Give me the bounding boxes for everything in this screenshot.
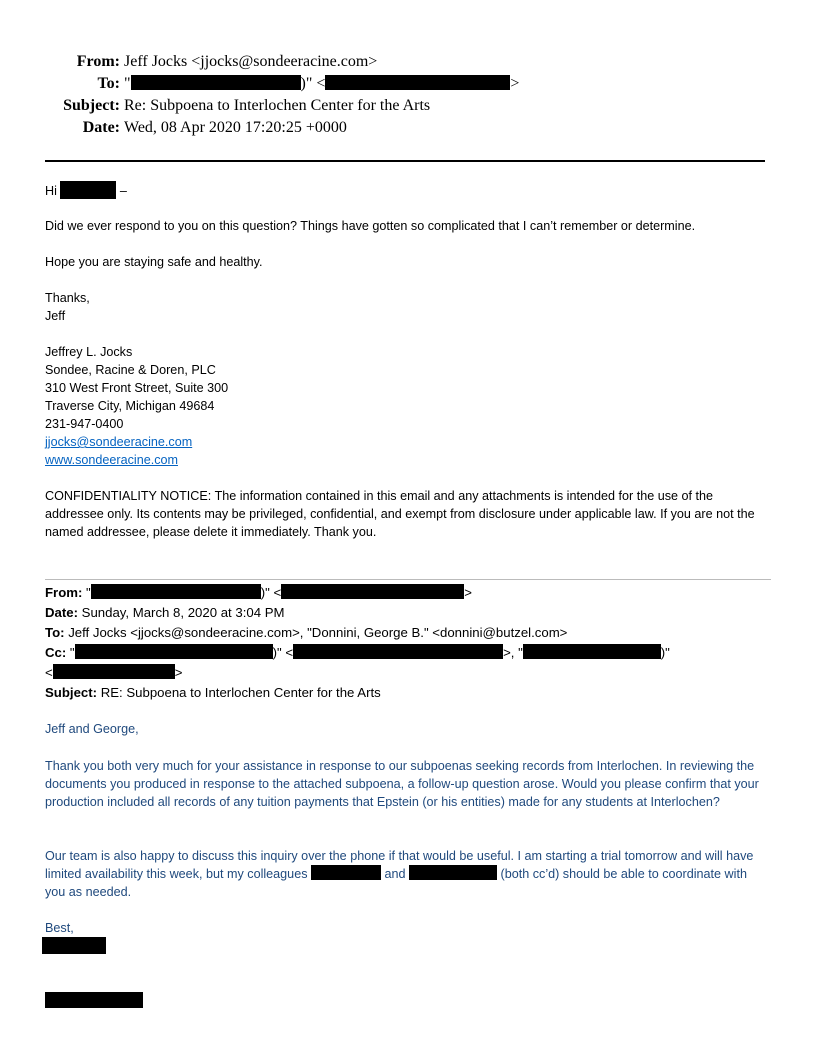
confidentiality-notice: CONFIDENTIALITY NOTICE: The information contained in this email and any attachments is intended for the use of the addressee only. Its contents may be privileged, confidential, and exempt from disclosure under applicable law. If you are not the named addressee, please delete it immediately. Thank you. — [45, 489, 755, 539]
divider — [45, 579, 771, 580]
quoted-from: From: " )" < > — [45, 585, 472, 600]
reply-paragraph: Hope you are staying safe and healthy. — [45, 255, 263, 269]
quoted-cc-cont: < > — [45, 665, 183, 680]
quoted-closing: Best, — [45, 921, 74, 935]
header-from: From: Jeff Jocks <jjocks@sondeeracine.com> — [76, 53, 378, 70]
redaction — [42, 937, 106, 954]
redaction — [45, 992, 143, 1008]
redaction — [293, 644, 503, 659]
greeting: Hi – — [45, 181, 775, 200]
redaction — [91, 584, 261, 599]
email-link[interactable]: jjocks@sondeeracine.com — [45, 435, 193, 449]
header-subject: Subject: Re: Subpoena to Interlochen Center for the Arts — [63, 97, 431, 114]
quoted-greeting: Jeff and George, — [45, 722, 139, 736]
redaction — [281, 584, 464, 599]
redaction — [409, 865, 497, 880]
quoted-paragraph: Our team is also happy to discuss this inquiry over the phone if that would be useful. I am starting a trial tomorrow and will have limited availability this week, but my colleagues and (both cc’d) should be able to coordinate with you as needed. — [45, 849, 754, 899]
quoted-date: Date: Sunday, March 8, 2020 at 3:04 PM — [45, 605, 285, 620]
header-date: Date: Wed, 08 Apr 2020 17:20:25 +0000 — [82, 119, 347, 136]
sender-name: Jeff — [45, 309, 66, 323]
signature: Jeffrey L. Jocks Sondee, Racine & Doren, PLC 310 West Front Street, Suite 300 Traverse City, Michigan 49684 231-947-0400 jjocks@sondeeracine.com www.sondeeracine.com — [45, 345, 229, 467]
redaction — [75, 644, 273, 659]
redaction — [311, 865, 381, 880]
quoted-paragraph: Thank you both very much for your assistance in response to our subpoenas seeking records from Interlochen. In reviewing the documents you produced in response to the attached subpoena, a follow-up question arose. Would you please confirm that your production included all records of any tuition payments that Epstein (or his entities) made for any students at Interlochen? — [45, 759, 759, 809]
redaction — [131, 75, 301, 90]
redaction — [523, 644, 661, 659]
quoted-cc: Cc: " )" < >, " )" — [45, 645, 670, 660]
quoted-subject: Subject: RE: Subpoena to Interlochen Center for the Arts — [45, 685, 381, 700]
website-link[interactable]: www.sondeeracine.com — [45, 453, 178, 467]
header-to: To: " )" < > — [97, 75, 520, 92]
quoted-to: To: Jeff Jocks <jjocks@sondeeracine.com>, "Donnini, George B." <donnini@butzel.com> — [45, 625, 568, 640]
redaction — [60, 181, 116, 199]
divider — [45, 160, 765, 162]
closing: Thanks, — [45, 291, 90, 305]
redaction — [325, 75, 510, 90]
redaction — [53, 664, 175, 679]
reply-paragraph: Did we ever respond to you on this question? Things have gotten so complicated that I can’t remember or determine. — [45, 219, 696, 233]
